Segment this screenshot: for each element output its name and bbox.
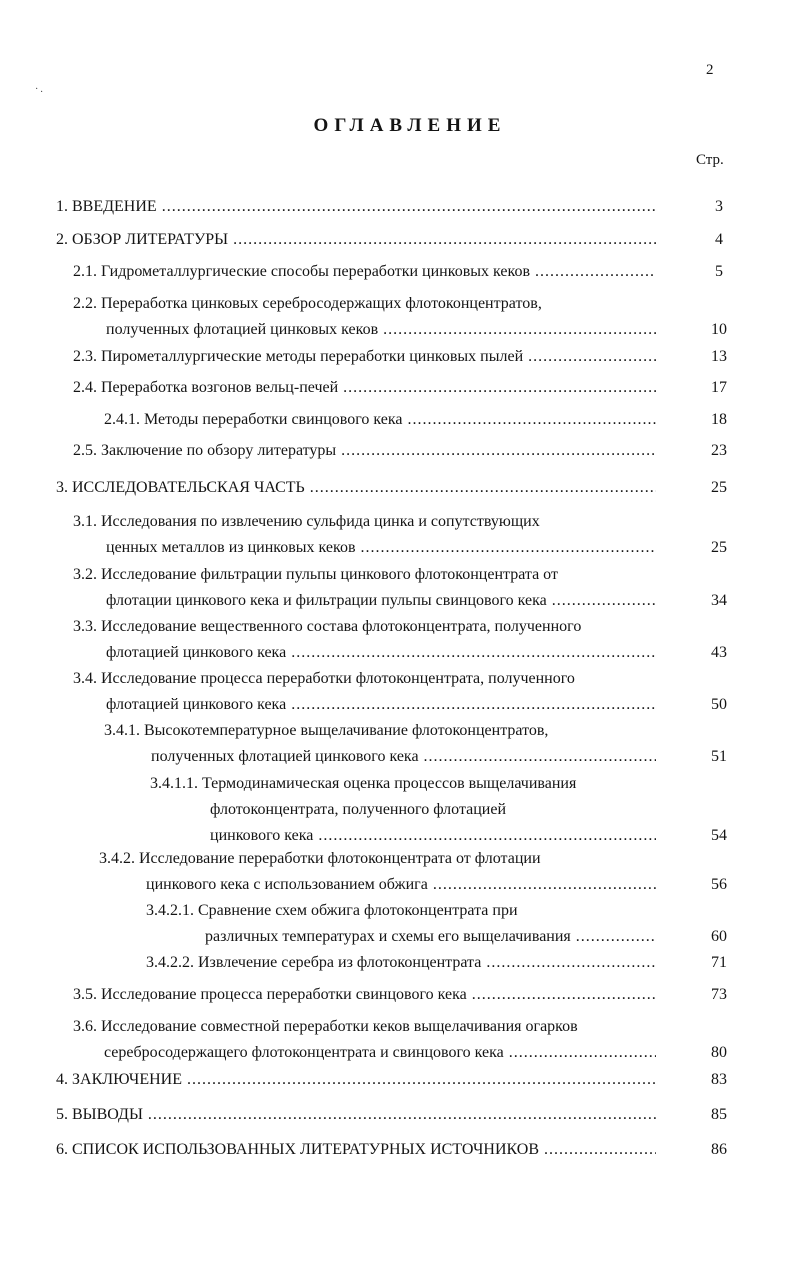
toc-entry-page-number: 25	[711, 539, 727, 556]
toc-entry-page-number: 43	[711, 644, 727, 661]
page-number: 2	[706, 62, 714, 78]
toc-entry-title: 2.5. Заключение по обзору литературы .....	[73, 440, 656, 462]
toc-entry-title-continuation: серебросодержащего флотоконцентрата и свинцового кека .....	[104, 1042, 656, 1064]
toc-entry-title: 3.4.1.1. Термодинамическая оценка процессов выщелачивания	[150, 775, 577, 792]
toc-entry-page-number: 17	[711, 379, 727, 396]
toc-entry-title-continuation: ценных металлов из цинковых кеков .....	[106, 537, 656, 559]
toc-entry-page-number: 83	[711, 1071, 727, 1088]
toc-entry-title: 2.2. Переработка цинковых серебросодержащих флотоконцентратов,	[73, 295, 542, 312]
toc-entry[interactable]	[0, 720, 797, 768]
toc-entry-page-number: 71	[711, 954, 727, 971]
toc-entry-title-continuation: различных температурах и схемы его выщелачивания .....	[205, 926, 656, 948]
toc-entry[interactable]	[0, 952, 797, 974]
toc-entry-page-number: 18	[711, 411, 727, 428]
toc-entry-page-number: 5	[715, 263, 723, 280]
toc-entry-title: 3.4.2.1. Сравнение схем обжига флотоконцентрата при	[146, 902, 518, 919]
toc-entry[interactable]	[0, 229, 797, 251]
toc-entry-page-number: 60	[711, 928, 727, 945]
toc-entry-title: 4. ЗАКЛЮЧЕНИЕ .....	[56, 1069, 656, 1091]
toc-entry-title: 3.1. Исследования по извлечению сульфида цинка и сопутствующих	[73, 513, 540, 530]
toc-entry-title: 2. ОБЗОР ЛИТЕРАТУРЫ .....	[56, 229, 656, 251]
toc-entry-title-continuation: флотации цинкового кека и фильтрации пульпы свинцового кека .....	[106, 590, 656, 612]
toc-entry[interactable]	[0, 1069, 797, 1091]
toc-entry-title-continuation: флотацией цинкового кека .....	[106, 694, 656, 716]
toc-entry-title-continuation: полученных флотацией цинковых кеков .....	[106, 319, 656, 341]
toc-entry-page-number: 34	[711, 592, 727, 609]
toc-entry[interactable]	[0, 773, 797, 847]
toc-entry[interactable]	[0, 1139, 797, 1161]
toc-entry[interactable]	[0, 984, 797, 1006]
toc-entry-title: 3.4.1. Высокотемпературное выщелачивание флотоконцентратов,	[104, 722, 549, 739]
toc-entry-title: 3.6. Исследование совместной переработки кеков выщелачивания огарков	[73, 1018, 578, 1035]
toc-entry-page-number: 85	[711, 1106, 727, 1123]
toc-entry[interactable]	[0, 900, 797, 948]
toc-entry[interactable]	[0, 668, 797, 716]
page-column-header: Стр.	[696, 152, 724, 168]
toc-entry-title: 3.3. Исследование вещественного состава флотоконцентрата, полученного	[73, 618, 582, 635]
toc-entry-title: 6. СПИСОК ИСПОЛЬЗОВАННЫХ ЛИТЕРАТУРНЫХ ИСТОЧНИКОВ .....	[56, 1139, 656, 1161]
toc-entry-title: 2.4. Переработка возгонов вельц-печей .....	[73, 377, 656, 399]
toc-entry-page-number: 56	[711, 876, 727, 893]
toc-entry-title: 3.4. Исследование процесса переработки флотоконцентрата, полученного	[73, 670, 575, 687]
toc-entry[interactable]	[0, 377, 797, 399]
page-title: ОГЛАВЛЕНИЕ	[313, 115, 507, 136]
toc-entry-title: 2.1. Гидрометаллургические способы переработки цинковых кеков .....	[73, 261, 656, 283]
toc-entry-title-continuation: полученных флотацией цинкового кека .....	[151, 746, 656, 768]
toc-entry-title: 1. ВВЕДЕНИЕ .....	[56, 196, 656, 218]
toc-entry-page-number: 10	[711, 321, 727, 338]
toc-entry[interactable]	[0, 346, 797, 368]
toc-entry[interactable]	[0, 1016, 797, 1064]
toc-entry[interactable]	[0, 440, 797, 462]
toc-entry-page-number: 86	[711, 1141, 727, 1158]
toc-entry-page-number: 50	[711, 696, 727, 713]
toc-entry[interactable]	[0, 409, 797, 431]
toc-entry-title: 3.5. Исследование процесса переработки свинцового кека .....	[73, 984, 656, 1006]
toc-entry-page-number: 3	[715, 198, 723, 215]
toc-entry-title: 3. ИССЛЕДОВАТЕЛЬСКАЯ ЧАСТЬ .....	[56, 477, 656, 499]
toc-entry-title: 2.3. Пирометаллургические методы переработки цинковых пылей .....	[73, 346, 656, 368]
toc-entry[interactable]	[0, 564, 797, 612]
toc-entry[interactable]	[0, 1104, 797, 1126]
toc-entry-page-number: 73	[711, 986, 727, 1003]
toc-entry-page-number: 13	[711, 348, 727, 365]
toc-entry-title: 2.4.1. Методы переработки свинцового кека .....	[104, 409, 656, 431]
toc-entry-title-continuation: флотоконцентрата, полученного флотацией	[210, 801, 507, 818]
toc-entry-page-number: 25	[711, 479, 727, 496]
toc-entry-page-number: 51	[711, 748, 727, 765]
toc-entry-page-number: 80	[711, 1044, 727, 1061]
toc-entry-title: 3.4.2.2. Извлечение серебра из флотоконцентрата .....	[146, 952, 656, 974]
toc-entry-page-number: 4	[715, 231, 723, 248]
toc-entry[interactable]	[0, 293, 797, 341]
toc-entry-title: 3.4.2. Исследование переработки флотоконцентрата от флотации	[99, 850, 541, 867]
toc-entry[interactable]	[0, 261, 797, 283]
toc-entry[interactable]	[0, 196, 797, 218]
toc-entry[interactable]	[0, 477, 797, 499]
toc-entry-title-continuation: цинкового кека .....	[210, 825, 656, 847]
toc-entry-title: 3.2. Исследование фильтрации пульпы цинкового флотоконцентрата от	[73, 566, 558, 583]
toc-entry-title: 5. ВЫВОДЫ .....	[56, 1104, 656, 1126]
scan-specks: ·.	[35, 84, 45, 95]
toc-entry[interactable]	[0, 616, 797, 664]
toc-entry-title-continuation: флотацией цинкового кека .....	[106, 642, 656, 664]
toc-entry-page-number: 54	[711, 827, 727, 844]
toc-entry[interactable]	[0, 511, 797, 559]
toc-entry[interactable]	[0, 848, 797, 896]
toc-entry-title-continuation: цинкового кека с использованием обжига .....	[146, 874, 656, 896]
toc-entry-page-number: 23	[711, 442, 727, 459]
